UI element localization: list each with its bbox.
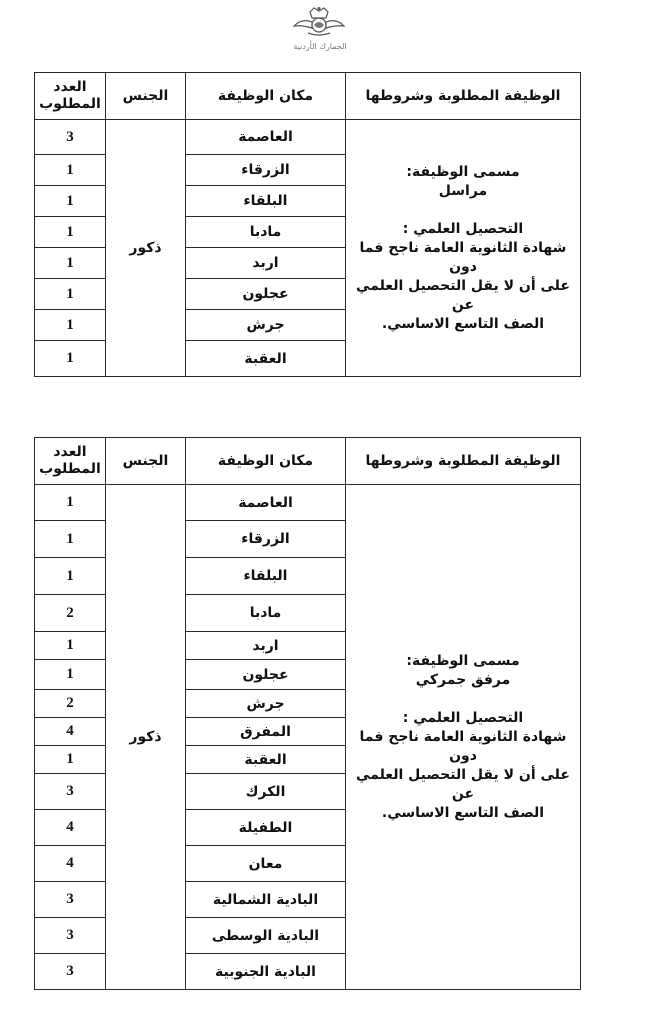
location-cell: البلقاء: [186, 186, 346, 217]
count-cell: 1: [35, 186, 106, 217]
count-cell: 3: [35, 120, 106, 155]
count-cell: 2: [35, 690, 106, 718]
jordan-crown-emblem-icon: [290, 6, 348, 38]
count-cell: 2: [35, 595, 106, 632]
job-title-label: مسمى الوظيفة:: [406, 163, 520, 180]
location-cell: جرش: [186, 690, 346, 718]
count-cell: 3: [35, 882, 106, 918]
count-cell: 1: [35, 558, 106, 595]
header-count: العدد المطلوب: [35, 73, 106, 120]
count-cell: 1: [35, 310, 106, 341]
location-cell: مادبا: [186, 595, 346, 632]
count-cell: 3: [35, 954, 106, 990]
location-cell: العقبة: [186, 746, 346, 774]
location-cell: الزرقاء: [186, 155, 346, 186]
location-cell: مادبا: [186, 217, 346, 248]
job-conditions: [346, 120, 581, 377]
spacer: [352, 201, 574, 220]
job-conditions: [346, 485, 581, 990]
job-table-1: [34, 72, 581, 377]
location-cell: جرش: [186, 310, 346, 341]
education-label: التحصيل العلمي :: [402, 709, 524, 726]
count-cell: 1: [35, 155, 106, 186]
education-line: على أن لا يقل التحصيل العلمي عن: [356, 277, 570, 313]
location-cell: الطفيلة: [186, 810, 346, 846]
location-cell: البلقاء: [186, 558, 346, 595]
gender-cell: ذكور: [106, 485, 186, 990]
job-table-2: [34, 437, 581, 990]
count-cell: 1: [35, 660, 106, 690]
location-cell: العقبة: [186, 341, 346, 377]
count-cell: 1: [35, 521, 106, 558]
table-header-row: [35, 73, 581, 120]
location-cell: اربد: [186, 632, 346, 660]
count-cell: 1: [35, 217, 106, 248]
count-cell: 1: [35, 279, 106, 310]
education-line: على أن لا يقل التحصيل العلمي عن: [356, 766, 570, 802]
count-cell: 1: [35, 746, 106, 774]
location-cell: عجلون: [186, 279, 346, 310]
location-cell: معان: [186, 846, 346, 882]
count-cell: 4: [35, 810, 106, 846]
count-cell: 4: [35, 718, 106, 746]
organization-name: الجمارك الأردنية: [293, 42, 347, 51]
letterhead: [0, 6, 653, 58]
job-title: مرفق جمركي: [415, 671, 511, 688]
education-line: شهادة الثانوية العامة ناجح فما دون: [359, 239, 567, 275]
count-cell: 4: [35, 846, 106, 882]
location-cell: البادية الجنوبية: [186, 954, 346, 990]
education-line: الصف التاسع الاساسي.: [381, 804, 545, 821]
header-condition: الوظيفة المطلوبة وشروطها: [346, 438, 581, 485]
gender-cell: ذكور: [106, 120, 186, 377]
location-cell: العاصمة: [186, 485, 346, 521]
location-cell: عجلون: [186, 660, 346, 690]
count-cell: 3: [35, 774, 106, 810]
location-cell: اربد: [186, 248, 346, 279]
job-title: مراسل: [438, 182, 488, 199]
header-gender: الجنس: [106, 438, 186, 485]
header-gender: الجنس: [106, 73, 186, 120]
table-row: [35, 120, 581, 155]
count-cell: 3: [35, 918, 106, 954]
spacer: [352, 690, 574, 709]
header-condition: الوظيفة المطلوبة وشروطها: [346, 73, 581, 120]
table-header-row: [35, 438, 581, 485]
education-line: شهادة الثانوية العامة ناجح فما دون: [359, 728, 567, 764]
count-cell: 1: [35, 485, 106, 521]
location-cell: الكرك: [186, 774, 346, 810]
location-cell: البادية الشمالية: [186, 882, 346, 918]
location-cell: العاصمة: [186, 120, 346, 155]
table-row: [35, 485, 581, 521]
location-cell: البادية الوسطى: [186, 918, 346, 954]
location-cell: المفرق: [186, 718, 346, 746]
header-location: مكان الوظيفة: [186, 438, 346, 485]
education-label: التحصيل العلمي :: [402, 220, 524, 237]
count-cell: 1: [35, 248, 106, 279]
header-location: مكان الوظيفة: [186, 73, 346, 120]
job-title-label: مسمى الوظيفة:: [406, 652, 520, 669]
count-cell: 1: [35, 632, 106, 660]
count-cell: 1: [35, 341, 106, 377]
education-line: الصف التاسع الاساسي.: [381, 315, 545, 332]
location-cell: الزرقاء: [186, 521, 346, 558]
header-count: العدد المطلوب: [35, 438, 106, 485]
